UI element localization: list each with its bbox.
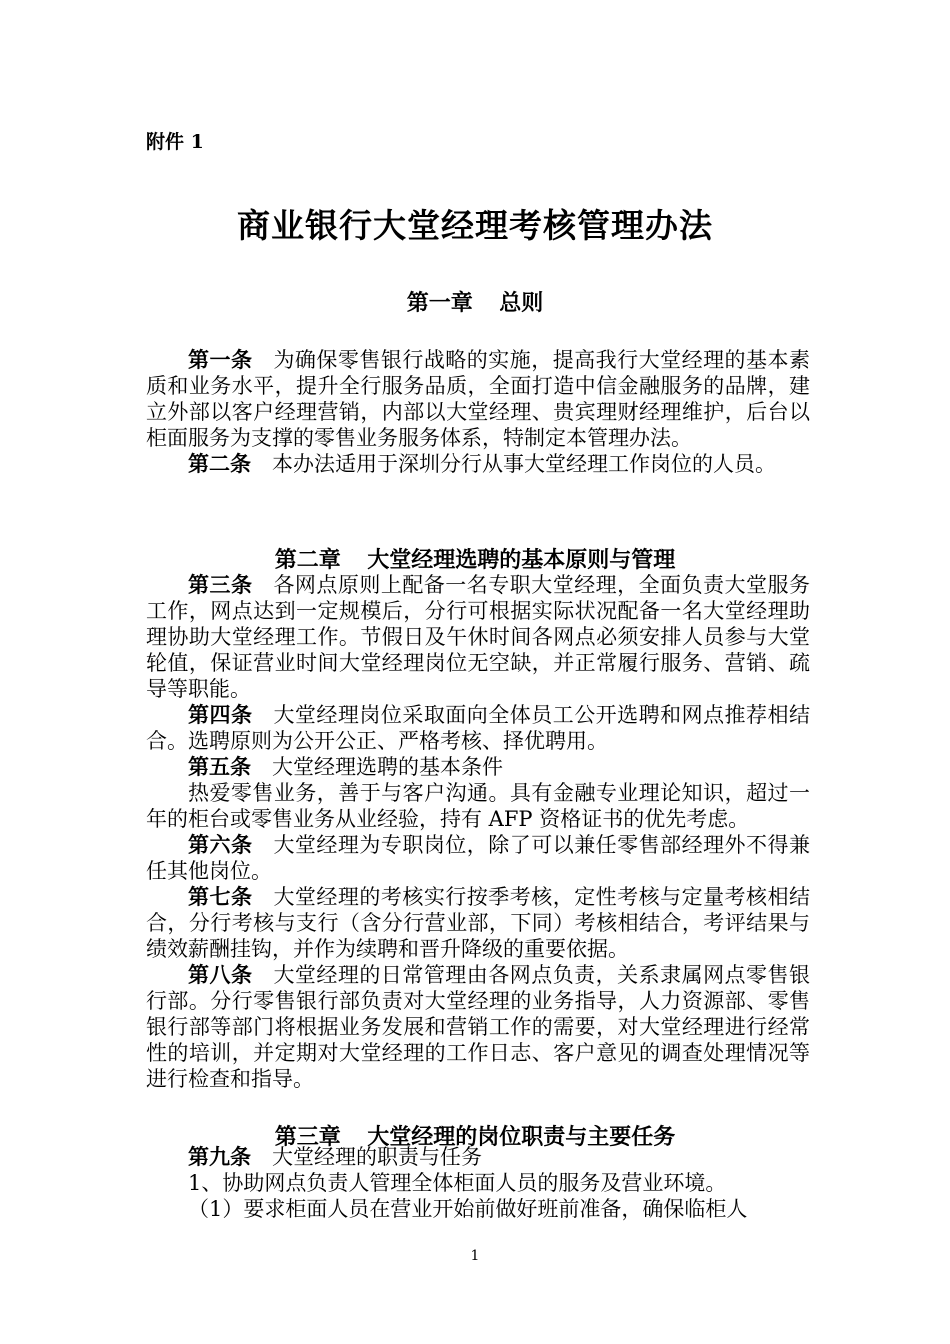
article-text: 大堂经理的职责与任务 — [272, 1145, 482, 1169]
article-label: 第八条 — [188, 962, 253, 987]
article-text: 各网点原则上配备一名专职大堂经理，全面负责大堂服务工作，网点达到一定规模后，分行可根据实际状况配备一名大堂经理助理协助大堂经理工作。节假日及午休时间各网点必须安排人员参与大堂轮值，保证营业时间大堂经理岗位无空缺，并正常履行服务、营销、疏导等职能。 — [146, 573, 811, 701]
article-text: 大堂经理为专职岗位，除了可以兼任零售部经理外不得兼任其他岗位。 — [146, 833, 811, 883]
article-label: 第三条 — [188, 572, 253, 597]
chapter-number: 第二章 — [274, 547, 341, 573]
article-8 — [146, 962, 810, 1092]
article-5 — [146, 754, 810, 780]
article-9 — [146, 1144, 810, 1170]
page-number: 1 — [470, 1248, 480, 1264]
chapter-name: 大堂经理的岗位职责与主要任务 — [367, 1124, 676, 1150]
chapter-2-heading — [0, 543, 950, 574]
article-label: 第六条 — [188, 832, 253, 857]
chapter-name: 总则 — [499, 290, 544, 316]
document-title: 商业银行大堂经理考核管理办法 — [237, 206, 713, 245]
article-text: 大堂经理岗位采取面向全体员工公开选聘和网点推荐相结合。选聘原则为公开公正、严格考核、择优聘用。 — [146, 703, 811, 753]
article-text: 大堂经理的考核实行按季考核，定性考核与定量考核相结合，分行考核与支行（含分行营业部，下同）考核相结合，考评结果与绩效薪酬挂钩，并作为续聘和晋升降级的重要依据。 — [146, 885, 811, 961]
article-label: 第一条 — [188, 347, 253, 372]
article-4 — [146, 702, 810, 754]
article-text: 本办法适用于深圳分行从事大堂经理工作岗位的人员。 — [272, 452, 776, 476]
article-9-item-1-1: （1）要求柜面人员在营业开始前做好班前准备，确保临柜人 — [188, 1197, 748, 1221]
chapter-number: 第一章 — [406, 290, 473, 316]
article-1 — [146, 347, 810, 451]
attachment-label: 附件 1 — [146, 131, 204, 153]
article-text: 大堂经理的日常管理由各网点负责，关系隶属网点零售银行部。分行零售银行部负责对大堂经理的业务指导，人力资源部、零售银行部等部门将根据业务发展和营销工作的需要，对大堂经理进行经常性的培训，并定期对大堂经理的工作日志、客户意见的调查处理情况等进行检查和指导。 — [146, 963, 811, 1091]
article-label: 第五条 — [188, 754, 251, 779]
article-3 — [146, 572, 810, 702]
chapter-1-body — [146, 347, 810, 477]
chapter-number: 第三章 — [274, 1124, 341, 1150]
article-label: 第九条 — [188, 1144, 251, 1169]
article-9-item-1: 1、协助网点负责人管理全体柜面人员的服务及营业环境。 — [188, 1171, 727, 1195]
article-label: 第七条 — [188, 884, 253, 909]
chapter-2-body — [146, 572, 810, 1092]
article-7 — [146, 884, 810, 962]
article-6 — [146, 832, 810, 884]
chapter-name: 大堂经理选聘的基本原则与管理 — [367, 547, 676, 573]
chapter-3-body — [146, 1144, 810, 1222]
article-text: 为确保零售银行战略的实施，提高我行大堂经理的基本素质和业务水平，提升全行服务品质，全面打造中信金融服务的品牌，建立外部以客户经理营销，内部以大堂经理、贵宾理财经理维护，后台以柜面服务为支撑的零售业务服务体系，特制定本管理办法。 — [146, 348, 811, 450]
chapter-1-heading — [0, 286, 950, 317]
article-5-detail: 热爱零售业务，善于与客户沟通。具有金融专业理论知识，超过一年的柜台或零售业务从业经验，持有 AFP 资格证书的优先考虑。 — [146, 781, 810, 831]
article-label: 第四条 — [188, 702, 253, 727]
article-label: 第二条 — [188, 451, 251, 476]
article-2 — [146, 451, 810, 477]
article-text: 大堂经理选聘的基本条件 — [272, 755, 503, 779]
